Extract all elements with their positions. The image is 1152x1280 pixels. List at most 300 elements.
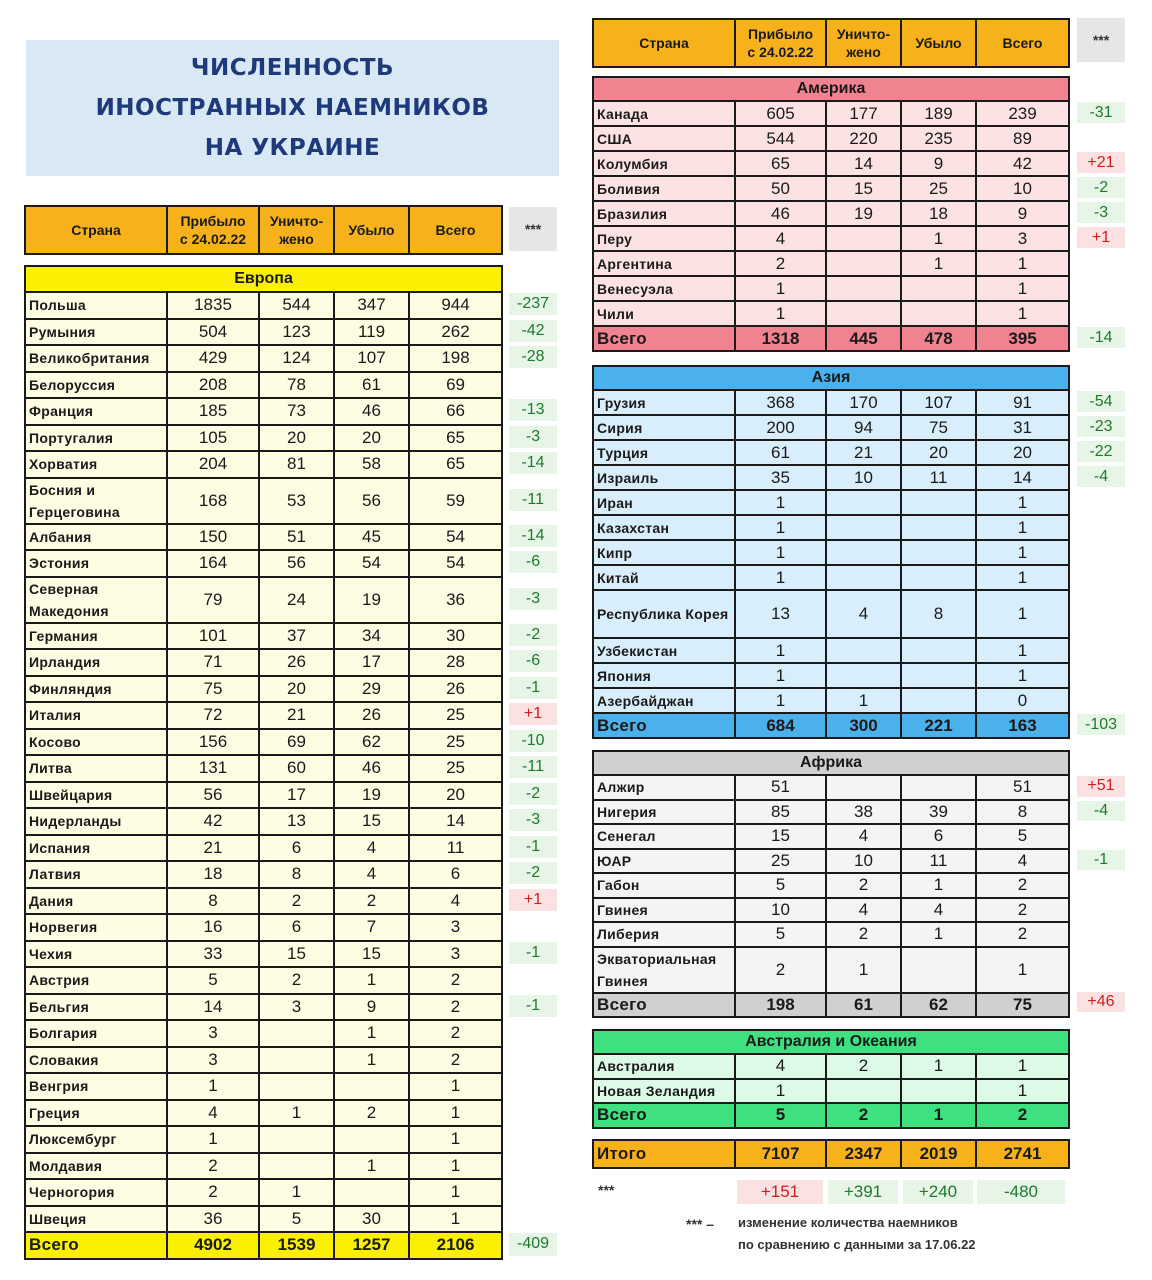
country-name: Финляндия: [25, 676, 167, 703]
country-name: Хорватия: [25, 451, 167, 478]
arrived-value: 79: [167, 577, 259, 623]
table-row: [25, 835, 502, 862]
arrived-value: 33: [167, 941, 259, 968]
country-name: Кипр: [593, 540, 735, 565]
arrived-value: 5: [735, 873, 826, 898]
header-total: Всего: [409, 206, 502, 254]
left-value: 9: [901, 151, 976, 176]
america-section-title: Америка: [593, 77, 1069, 101]
country-name: Венесуэла: [593, 276, 735, 301]
europe-section-header: [25, 266, 502, 292]
header-change-stars: ***: [509, 207, 557, 251]
total-value: 8: [976, 800, 1069, 825]
total-left: 1: [901, 1103, 976, 1128]
arrived-value: 2: [167, 1179, 259, 1206]
change-value: -31: [1077, 102, 1125, 123]
destroyed-value: [826, 775, 901, 800]
country-name: Азербайджан: [593, 688, 735, 713]
destroyed-value: 2: [826, 1054, 901, 1079]
change-value: -54: [1077, 391, 1125, 412]
arrived-value: 2: [735, 947, 826, 993]
country-name: Израиль: [593, 465, 735, 490]
total-value: 2: [976, 873, 1069, 898]
table-row: [25, 1206, 502, 1233]
asia-section-title: Азия: [593, 366, 1069, 390]
oceania-total-row: [593, 1103, 1069, 1128]
table-row: [593, 126, 1069, 151]
total-total: 163: [976, 713, 1069, 738]
destroyed-value: [259, 1020, 334, 1047]
change-value: -14: [509, 452, 557, 474]
destroyed-value: 4: [826, 898, 901, 923]
total-value: 1: [409, 1179, 502, 1206]
table-row: [25, 1100, 502, 1127]
country-name: Румыния: [25, 319, 167, 346]
grand-change-total: -480: [977, 1180, 1065, 1204]
change-value: -2: [509, 862, 557, 884]
total-value: 30: [409, 623, 502, 650]
header-destroyed: Уничто- жено: [259, 206, 334, 254]
arrived-value: 13: [735, 590, 826, 638]
country-name: Северная Македония: [25, 577, 167, 623]
table-row: [593, 898, 1069, 923]
arrived-value: 156: [167, 729, 259, 756]
table-row: [593, 101, 1069, 126]
table-row: [25, 478, 502, 524]
arrived-value: 1: [735, 688, 826, 713]
destroyed-value: [826, 1079, 901, 1104]
arrived-value: 56: [167, 782, 259, 809]
arrived-value: 1: [735, 1079, 826, 1104]
change-value: -22: [1077, 441, 1125, 462]
country-name: Португалия: [25, 425, 167, 452]
arrived-value: 72: [167, 702, 259, 729]
header-country: Страна: [25, 206, 167, 254]
arrived-value: 21: [167, 835, 259, 862]
arrived-value: 1: [735, 276, 826, 301]
arrived-value: 15: [735, 824, 826, 849]
destroyed-value: [826, 565, 901, 590]
left-value: [334, 1179, 409, 1206]
country-name: Грузия: [593, 390, 735, 415]
left-value: 9: [334, 994, 409, 1021]
destroyed-value: 220: [826, 126, 901, 151]
change-value: -6: [509, 551, 557, 573]
total-arrived: 1318: [735, 326, 826, 351]
arrived-value: 50: [735, 176, 826, 201]
country-name: Эстония: [25, 550, 167, 577]
footnote-text: [738, 1212, 976, 1256]
change-value: +1: [1077, 227, 1125, 248]
change-value: -2: [509, 624, 557, 646]
country-name: Великобритания: [25, 345, 167, 372]
title-banner: [26, 40, 559, 176]
left-value: 17: [334, 649, 409, 676]
country-name: США: [593, 126, 735, 151]
country-name: Австралия: [593, 1054, 735, 1079]
arrived-value: 25: [735, 849, 826, 874]
arrived-value: 4: [735, 1054, 826, 1079]
total-value: 14: [409, 808, 502, 835]
destroyed-value: [826, 638, 901, 663]
grand-change-left: +240: [903, 1180, 973, 1204]
total-value: 10: [976, 176, 1069, 201]
left-value: 6: [901, 824, 976, 849]
title-line-3: НА УКРАИНЕ: [204, 135, 381, 161]
table-row: [25, 524, 502, 551]
arrived-value: 51: [735, 775, 826, 800]
total-value: 1: [976, 1054, 1069, 1079]
total-value: 1: [976, 276, 1069, 301]
table-row: [25, 888, 502, 915]
header-left: Убыло: [901, 19, 976, 67]
total-value: 31: [976, 415, 1069, 440]
destroyed-value: 69: [259, 729, 334, 756]
left-value: 4: [334, 835, 409, 862]
left-value: [334, 1073, 409, 1100]
left-value: 39: [901, 800, 976, 825]
total-value: 239: [976, 101, 1069, 126]
total-value: 59: [409, 478, 502, 524]
arrived-value: 504: [167, 319, 259, 346]
arrived-value: 61: [735, 440, 826, 465]
change-value: +21: [1077, 152, 1125, 173]
table-row: [593, 390, 1069, 415]
table-row: [593, 565, 1069, 590]
change-value: -3: [509, 588, 557, 610]
total-value: 1: [976, 490, 1069, 515]
total-value: 91: [976, 390, 1069, 415]
table-row: [25, 550, 502, 577]
destroyed-value: [826, 276, 901, 301]
total-value: 2: [976, 922, 1069, 947]
table-row: [25, 1179, 502, 1206]
country-name: Экваториальная Гвинея: [593, 947, 735, 993]
destroyed-value: 5: [259, 1206, 334, 1233]
arrived-value: 18: [167, 861, 259, 888]
total-value: 2: [409, 1020, 502, 1047]
country-name: ЮАР: [593, 849, 735, 874]
table-row: [25, 345, 502, 372]
america-section-header: [593, 77, 1069, 101]
total-value: 0: [976, 688, 1069, 713]
country-name: Черногория: [25, 1179, 167, 1206]
left-value: 1: [334, 1153, 409, 1180]
total-value: 2: [976, 898, 1069, 923]
total-arrived: 5: [735, 1103, 826, 1128]
left-value: 58: [334, 451, 409, 478]
destroyed-value: 2: [826, 873, 901, 898]
table-row: [25, 994, 502, 1021]
america-total-change: -14: [1077, 327, 1125, 348]
arrived-value: 185: [167, 398, 259, 425]
arrived-value: 1: [735, 663, 826, 688]
america-total-row: [593, 326, 1069, 351]
arrived-value: 1: [735, 540, 826, 565]
total-label: Всего: [593, 993, 735, 1018]
left-value: 1: [334, 1047, 409, 1074]
change-value: -11: [509, 756, 557, 778]
asia-section-header: [593, 366, 1069, 390]
table-row: [593, 301, 1069, 326]
table-row: [593, 800, 1069, 825]
total-value: 1: [976, 590, 1069, 638]
change-value: -23: [1077, 416, 1125, 437]
change-value: -28: [509, 346, 557, 368]
arrived-value: 2: [735, 251, 826, 276]
arrived-value: 14: [167, 994, 259, 1021]
country-name: Польша: [25, 292, 167, 319]
total-value: 1: [976, 663, 1069, 688]
left-value: [901, 1079, 976, 1104]
table-row: [593, 251, 1069, 276]
left-value: 18: [901, 201, 976, 226]
country-name: Китай: [593, 565, 735, 590]
total-value: 3: [409, 914, 502, 941]
total-value: 54: [409, 550, 502, 577]
total-value: 66: [409, 398, 502, 425]
country-name: Боливия: [593, 176, 735, 201]
left-value: [901, 515, 976, 540]
left-value: 46: [334, 398, 409, 425]
total-value: 69: [409, 372, 502, 399]
table-row: [25, 649, 502, 676]
total-value: 25: [409, 702, 502, 729]
total-destroyed: 2: [826, 1103, 901, 1128]
header-change-stars: ***: [1077, 18, 1125, 62]
country-name: Франция: [25, 398, 167, 425]
total-value: 6: [409, 861, 502, 888]
destroyed-value: 20: [259, 676, 334, 703]
table-row: [25, 623, 502, 650]
arrived-value: 168: [167, 478, 259, 524]
grand-total-destroyed: 2347: [826, 1140, 901, 1168]
total-value: 1: [976, 540, 1069, 565]
arrived-value: 5: [167, 967, 259, 994]
left-value: 25: [901, 176, 976, 201]
arrived-value: 131: [167, 755, 259, 782]
country-name: Латвия: [25, 861, 167, 888]
grand-change-arrived: +151: [737, 1180, 823, 1204]
table-row: [593, 151, 1069, 176]
change-value: -11: [509, 489, 557, 511]
header-country: Страна: [593, 19, 735, 67]
table-row: [593, 276, 1069, 301]
destroyed-value: 8: [259, 861, 334, 888]
total-value: 2: [409, 1047, 502, 1074]
country-name: Швейцария: [25, 782, 167, 809]
africa-table: [592, 750, 1070, 1018]
left-value: 46: [334, 755, 409, 782]
left-value: 75: [901, 415, 976, 440]
destroyed-value: 123: [259, 319, 334, 346]
left-value: 119: [334, 319, 409, 346]
country-name: Канада: [593, 101, 735, 126]
total-value: 1: [976, 515, 1069, 540]
table-row: [25, 319, 502, 346]
left-value: [901, 663, 976, 688]
change-value: -2: [1077, 177, 1125, 198]
arrived-value: 605: [735, 101, 826, 126]
destroyed-value: 3: [259, 994, 334, 1021]
destroyed-value: [826, 226, 901, 251]
country-name: Литва: [25, 755, 167, 782]
table-row: [593, 663, 1069, 688]
left-value: 45: [334, 524, 409, 551]
country-name: Албания: [25, 524, 167, 551]
total-destroyed: 445: [826, 326, 901, 351]
table-row: [25, 676, 502, 703]
arrived-value: 42: [167, 808, 259, 835]
arrived-value: 4: [167, 1100, 259, 1127]
table-row: [593, 922, 1069, 947]
left-value: 189: [901, 101, 976, 126]
arrived-value: 4: [735, 226, 826, 251]
table-row: [593, 688, 1069, 713]
left-value: 15: [334, 808, 409, 835]
destroyed-value: [826, 515, 901, 540]
arrived-value: 85: [735, 800, 826, 825]
africa-total-change: +46: [1077, 992, 1125, 1013]
country-name: Аргентина: [593, 251, 735, 276]
grand-total-left: 2019: [901, 1140, 976, 1168]
header-total: Всего: [976, 19, 1069, 67]
left-value: 30: [334, 1206, 409, 1233]
left-value: [901, 301, 976, 326]
left-value: 1: [334, 967, 409, 994]
total-destroyed: 1539: [259, 1232, 334, 1259]
destroyed-value: 2: [826, 922, 901, 947]
grand-total-total: 2741: [976, 1140, 1069, 1168]
table-row: [25, 729, 502, 756]
destroyed-value: 21: [826, 440, 901, 465]
europe-table: [24, 265, 503, 1260]
destroyed-value: 170: [826, 390, 901, 415]
total-value: 1: [976, 251, 1069, 276]
country-name: Казахстан: [593, 515, 735, 540]
destroyed-value: 124: [259, 345, 334, 372]
arrived-value: 429: [167, 345, 259, 372]
destroyed-value: 1: [259, 1100, 334, 1127]
left-value: [901, 688, 976, 713]
left-value: [901, 540, 976, 565]
table-row: [593, 1079, 1069, 1104]
destroyed-value: 37: [259, 623, 334, 650]
total-value: 25: [409, 729, 502, 756]
left-value: 347: [334, 292, 409, 319]
oceania-section-title: Австралия и Океания: [593, 1030, 1069, 1054]
arrived-value: 1: [735, 638, 826, 663]
arrived-value: 1: [735, 490, 826, 515]
total-value: 54: [409, 524, 502, 551]
change-value: -4: [1077, 801, 1125, 822]
country-name: Нидерланды: [25, 808, 167, 835]
total-value: 2: [409, 967, 502, 994]
change-value: -1: [509, 836, 557, 858]
destroyed-value: 94: [826, 415, 901, 440]
grand-change-stars: ***: [598, 1182, 615, 1198]
total-value: 1: [976, 301, 1069, 326]
table-row: [25, 914, 502, 941]
destroyed-value: 21: [259, 702, 334, 729]
left-value: 7: [334, 914, 409, 941]
arrived-value: 368: [735, 390, 826, 415]
table-row: [25, 577, 502, 623]
total-value: 1: [409, 1126, 502, 1153]
change-value: +1: [509, 703, 557, 725]
arrived-value: 3: [167, 1047, 259, 1074]
country-name: Ирландия: [25, 649, 167, 676]
country-name: Алжир: [593, 775, 735, 800]
country-name: Косово: [25, 729, 167, 756]
change-value: -3: [509, 426, 557, 448]
left-value: 2: [334, 1100, 409, 1127]
destroyed-value: 10: [826, 849, 901, 874]
table-row: [25, 1073, 502, 1100]
grand-change-destroyed: +391: [828, 1180, 898, 1204]
destroyed-value: 24: [259, 577, 334, 623]
left-value: [901, 775, 976, 800]
country-name: Либерия: [593, 922, 735, 947]
total-value: 20: [409, 782, 502, 809]
arrived-value: 208: [167, 372, 259, 399]
table-row: [25, 941, 502, 968]
table-row: [593, 515, 1069, 540]
table-row: [593, 176, 1069, 201]
change-value: -13: [509, 399, 557, 421]
destroyed-value: 1: [259, 1179, 334, 1206]
asia-total-change: -103: [1077, 714, 1125, 735]
arrived-value: 105: [167, 425, 259, 452]
destroyed-value: 81: [259, 451, 334, 478]
destroyed-value: 60: [259, 755, 334, 782]
destroyed-value: 53: [259, 478, 334, 524]
left-value: 4: [334, 861, 409, 888]
country-name: Новая Зеландия: [593, 1079, 735, 1104]
table-row: [593, 201, 1069, 226]
table-row: [25, 861, 502, 888]
country-name: Сенегал: [593, 824, 735, 849]
table-row: [25, 755, 502, 782]
country-name: Республика Корея: [593, 590, 735, 638]
left-value: [901, 947, 976, 993]
header-arrived: Прибыло с 24.02.22: [167, 206, 259, 254]
total-value: 42: [976, 151, 1069, 176]
left-value: 8: [901, 590, 976, 638]
total-left: 1257: [334, 1232, 409, 1259]
left-value: 26: [334, 702, 409, 729]
total-value: 4: [409, 888, 502, 915]
arrived-value: 1: [735, 565, 826, 590]
destroyed-value: 26: [259, 649, 334, 676]
country-name: Бразилия: [593, 201, 735, 226]
total-value: 262: [409, 319, 502, 346]
change-value: -10: [509, 730, 557, 752]
header-left: Убыло: [334, 206, 409, 254]
left-value: 1: [901, 226, 976, 251]
table-row: [25, 967, 502, 994]
total-label: Всего: [25, 1232, 167, 1259]
destroyed-value: [826, 251, 901, 276]
arrived-value: 1835: [167, 292, 259, 319]
total-value: 65: [409, 451, 502, 478]
total-arrived: 198: [735, 993, 826, 1018]
table-row: [593, 775, 1069, 800]
total-value: 26: [409, 676, 502, 703]
country-name: Узбекистан: [593, 638, 735, 663]
total-value: 89: [976, 126, 1069, 151]
total-value: 65: [409, 425, 502, 452]
